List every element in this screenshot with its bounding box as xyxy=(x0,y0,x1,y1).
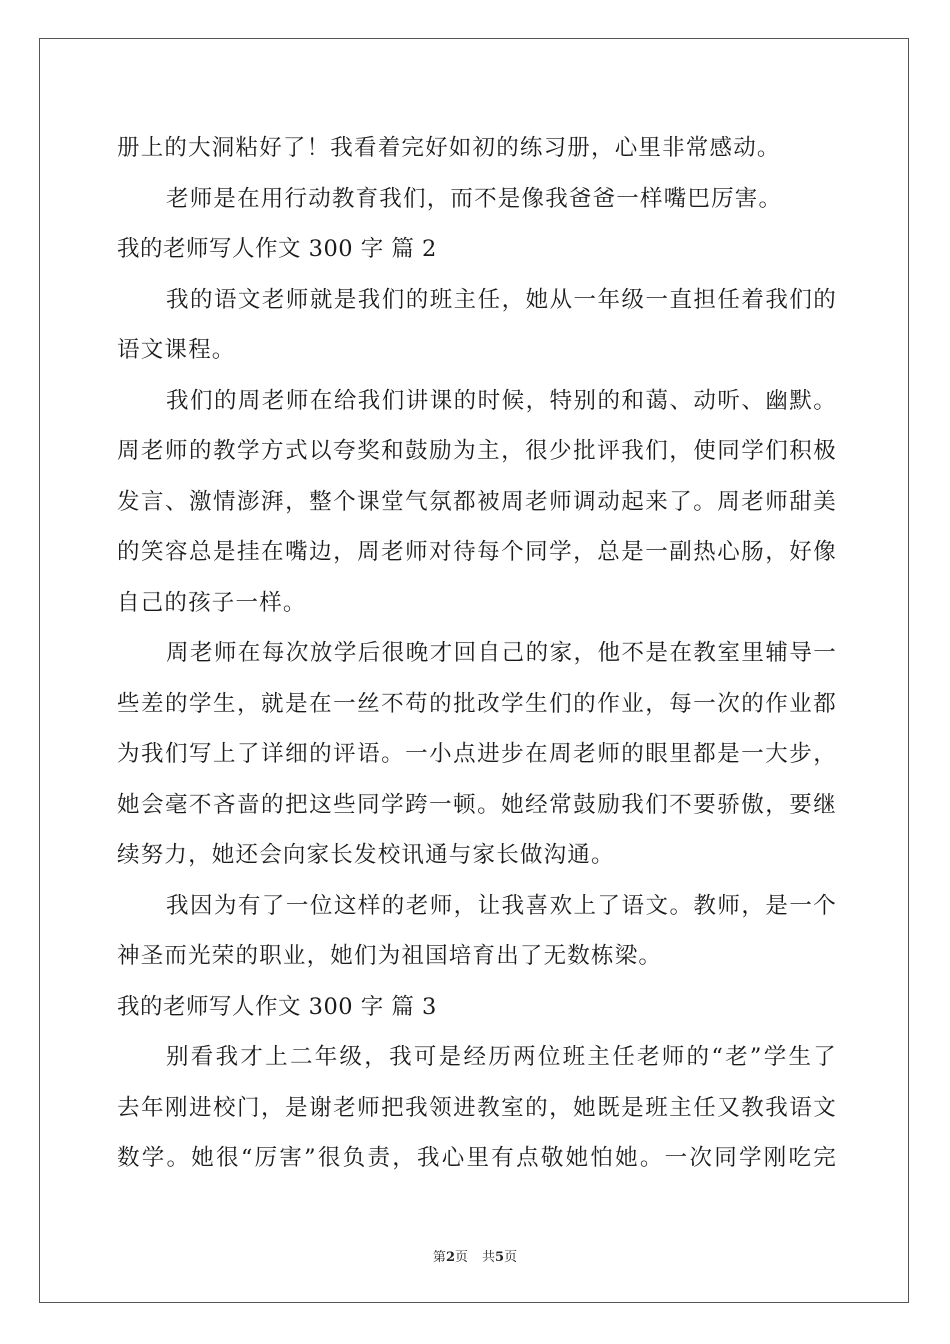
paragraph-line: 语文课程。 xyxy=(117,337,236,363)
section-heading: 我的老师写人作文 300 字 篇 2 xyxy=(117,236,437,262)
paragraph-line: 为我们写上了详细的评语。一小点进步在周老师的眼里都是一大步， xyxy=(117,741,837,767)
page-prefix: 第 xyxy=(432,1250,446,1265)
paragraph-line: 周老师的教学方式以夸奖和鼓励为主，很少批评我们，使同学们积极 xyxy=(117,438,837,464)
paragraph-line: 册上的大洞粘好了！我看着完好如初的练习册，心里非常感动。 xyxy=(117,135,781,161)
paragraph-line: 我的语文老师就是我们的班主任，她从一年级一直担任着我们的 xyxy=(166,287,837,313)
paragraph-line: 别看我才上二年级，我可是经历两位班主任老师的“老”学生了 xyxy=(166,1044,837,1070)
paragraph-line: 些差的学生，就是在一丝不苟的批改学生们的作业，每一次的作业都 xyxy=(117,691,837,717)
paragraph-line: 周老师在每次放学后很晚才回自己的家，他不是在教室里辅导一 xyxy=(166,640,837,666)
paragraph-line: 续努力，她还会向家长发校讯通与家长做沟通。 xyxy=(117,842,615,868)
total-pages: 5 xyxy=(495,1250,505,1265)
paragraph-line: 她会毫不吝啬的把这些同学跨一顿。她经常鼓励我们不要骄傲，要继 xyxy=(117,792,837,818)
paragraph-line: 去年刚进校门，是谢老师把我领进教室的，她既是班主任又教我语文 xyxy=(117,1095,837,1121)
paragraph-line: 我因为有了一位这样的老师，让我喜欢上了语文。教师，是一个 xyxy=(166,893,837,919)
paragraph-line: 发言、激情澎湃，整个课堂气氛都被周老师调动起来了。周老师甜美 xyxy=(117,489,837,515)
paragraph-line: 的笑容总是挂在嘴边，周老师对待每个同学，总是一副热心肠，好像 xyxy=(117,539,837,565)
paragraph-line: 自己的孩子一样。 xyxy=(117,590,307,616)
page-number: 2 xyxy=(445,1250,455,1265)
total-suffix: 页 xyxy=(504,1250,518,1265)
section-heading: 我的老师写人作文 300 字 篇 3 xyxy=(117,994,437,1020)
paragraph-line: 数学。她很“厉害”很负责，我心里有点敬她怕她。一次同学刚吃完 xyxy=(117,1145,837,1171)
page-footer xyxy=(0,1250,950,1266)
paragraph-line: 老师是在用行动教育我们，而不是像我爸爸一样嘴巴厉害。 xyxy=(166,186,783,212)
paragraph-line: 神圣而光荣的职业，她们为祖国培育出了无数栋梁。 xyxy=(117,943,663,969)
total-prefix: 共 xyxy=(482,1250,496,1265)
paragraph-line: 我们的周老师在给我们讲课的时候，特别的和蔼、动听、幽默。 xyxy=(166,388,837,414)
page-suffix: 页 xyxy=(454,1250,468,1265)
